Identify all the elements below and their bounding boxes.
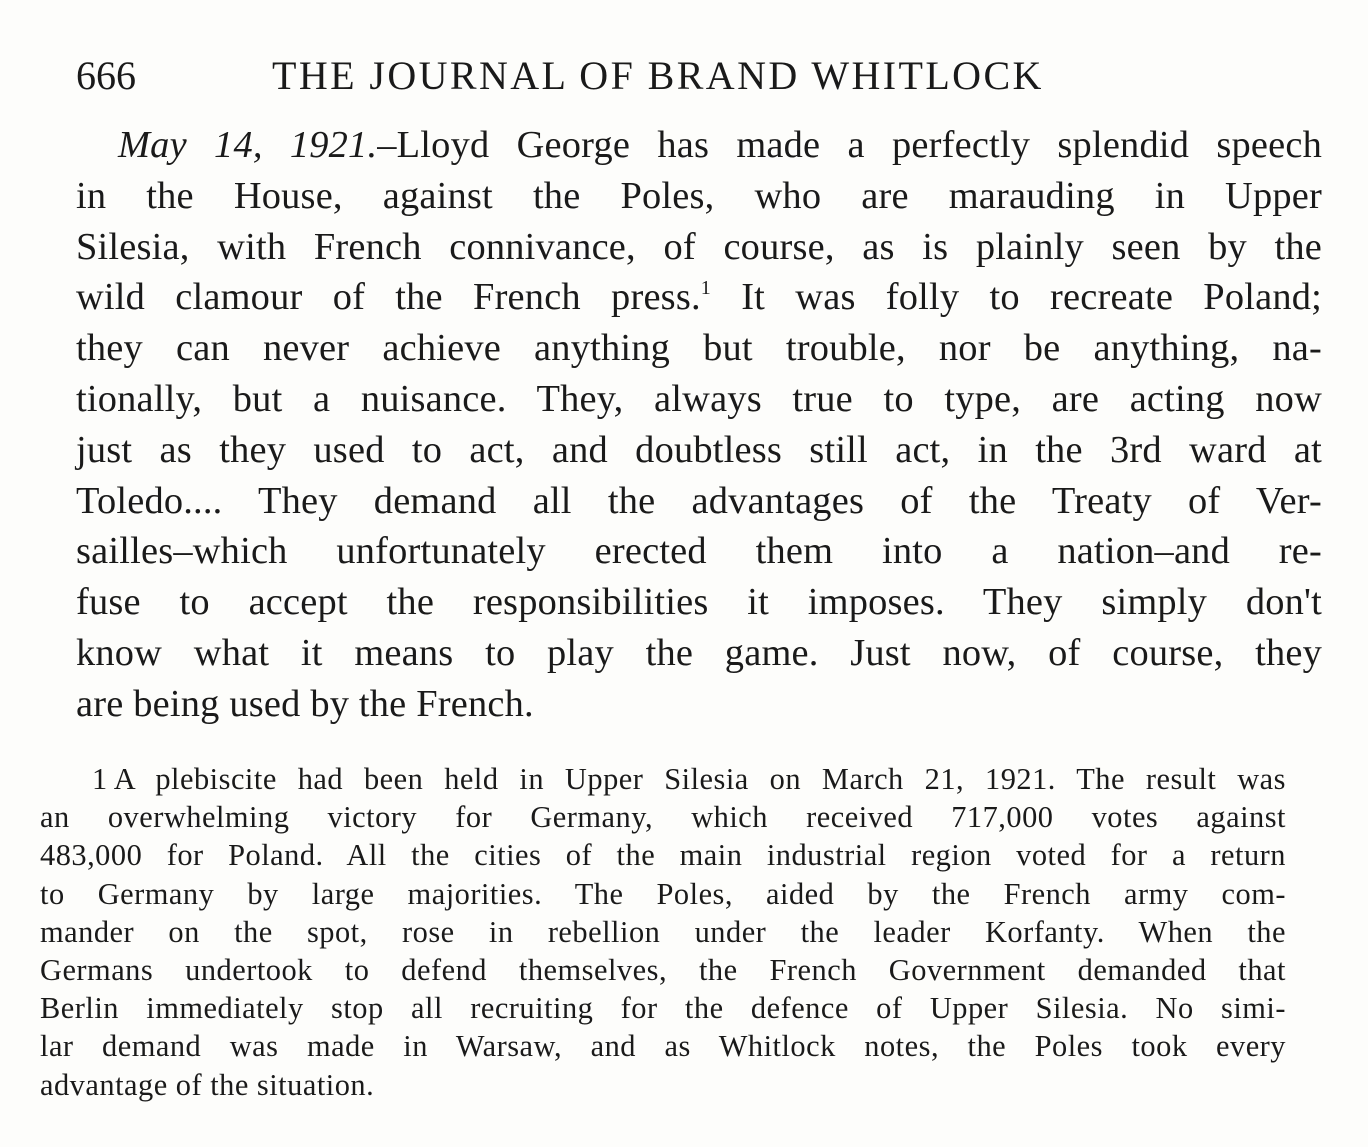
entry-line: Toledo.... They demand all the advantages of the Treaty of Ver- — [76, 479, 1322, 522]
entry-line: they can never achieve anything but trouble, nor be anything, na- — [76, 327, 1322, 370]
footnote-line: lar demand was made in Warsaw, and as Whitlock notes, the Poles took every — [40, 1029, 1286, 1064]
entry-line-text: –Lloyd George has made a perfectly splendid speech — [377, 124, 1322, 166]
page-number: 666 — [76, 53, 136, 98]
running-title: THE JOURNAL OF BRAND WHITLOCK — [272, 53, 1044, 98]
footnote-line: advantage of the situation. — [40, 1067, 375, 1102]
footnote-line: Berlin immediately stop all recruiting for the defence of Upper Silesia. No simi- — [40, 991, 1286, 1026]
entry-line: Silesia, with French connivance, of course, as is plainly seen by the — [76, 225, 1322, 268]
entry-line — [76, 120, 1322, 171]
entry-date: May 14, 1921. — [118, 124, 378, 166]
entry-line — [76, 272, 1322, 323]
entry-line: know what it means to play the game. Just now, of course, they — [76, 631, 1322, 674]
footnote-reference[interactable]: 1 — [700, 277, 711, 300]
entry-line: sailles–which unfortunately erected them into a nation–and re- — [76, 530, 1322, 573]
footnote-line — [40, 760, 1286, 798]
journal-entry — [76, 120, 1322, 730]
footnote — [40, 760, 1286, 1104]
entry-line-text: It was folly to recreate Poland; — [710, 276, 1323, 319]
footnote-line: an overwhelming victory for Germany, which received 717,000 votes against — [40, 800, 1286, 835]
entry-line: in the House, against the Poles, who are marauding in Upper — [76, 174, 1322, 217]
footnote-line: to Germany by large majorities. The Poles, aided by the French army com- — [40, 876, 1286, 911]
entry-line-text: wild clamour of the French press. — [76, 276, 701, 319]
footnote-line-text: A plebiscite had been held in Upper Silesia on March 21, 1921. The result was — [113, 762, 1286, 796]
footnote-line: Germans undertook to defend themselves, the French Government demanded that — [40, 952, 1286, 987]
footnote-marker: 1 — [92, 762, 108, 796]
footnote-line: 483,000 for Poland. All the cities of the main industrial region voted for a return — [40, 838, 1286, 873]
page-header — [76, 52, 1326, 102]
entry-line: fuse to accept the responsibilities it imposes. They simply don't — [76, 581, 1322, 624]
entry-line: just as they used to act, and doubtless still act, in the 3rd ward at — [76, 428, 1322, 471]
entry-line: are being used by the French. — [76, 682, 534, 725]
footnote-line: mander on the spot, rose in rebellion under the leader Korfanty. When the — [40, 914, 1286, 949]
entry-line: tionally, but a nuisance. They, always true to type, are acting now — [76, 377, 1322, 420]
